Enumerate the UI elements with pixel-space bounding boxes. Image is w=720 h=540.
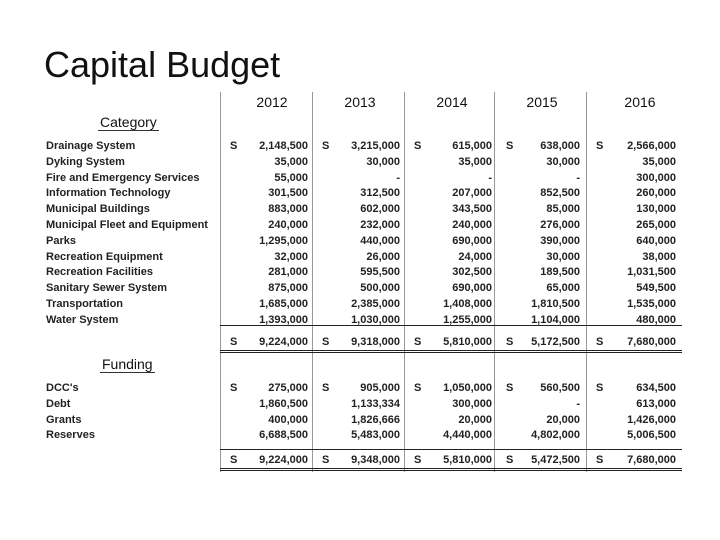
total-value: 9,224,000 <box>259 336 308 348</box>
slide-title: Capital Budget <box>44 44 281 85</box>
row-label: Grants <box>46 413 82 426</box>
table-row <box>40 265 680 280</box>
table-row <box>40 155 680 170</box>
value-cell: 852,500 <box>540 187 580 200</box>
capital-budget-table <box>40 92 680 472</box>
value-cell: 232,000 <box>360 219 400 231</box>
value-cell: 4,802,000 <box>531 429 580 442</box>
value-cell: 613,000 <box>636 397 676 410</box>
value-cell: 85,000 <box>546 203 580 216</box>
value-cell: - <box>576 171 580 184</box>
row-label: Fire and Emergency Services <box>46 171 200 184</box>
currency-symbol: S <box>322 336 330 348</box>
table-row <box>40 297 680 312</box>
row-label: Transportation <box>46 298 124 310</box>
value-cell: 4,440,000 <box>443 429 492 442</box>
currency-symbol: S <box>414 140 422 152</box>
total-rule <box>220 350 682 353</box>
year-header: 2012 <box>256 94 288 110</box>
total-value: 5,810,000 <box>443 336 492 348</box>
year-header: 2016 <box>624 94 656 110</box>
value-cell: 905,000 <box>360 382 400 394</box>
value-cell: 300,000 <box>636 171 676 184</box>
value-cell: 1,104,000 <box>531 313 580 326</box>
currency-symbol: S <box>322 454 330 466</box>
total-value: 7,680,000 <box>627 454 676 466</box>
value-cell: 615,000 <box>452 140 492 152</box>
value-cell: 276,000 <box>540 219 580 231</box>
year-header: 2014 <box>436 94 468 110</box>
value-cell: 30,000 <box>366 155 400 168</box>
value-cell: 690,000 <box>452 282 492 295</box>
value-cell: 1,685,000 <box>259 298 308 310</box>
value-cell: 595,500 <box>360 266 400 279</box>
table-row <box>40 186 680 201</box>
value-cell: 1,050,000 <box>443 382 492 394</box>
value-cell: 549,500 <box>636 282 676 295</box>
table-row <box>40 171 680 186</box>
currency-symbol: S <box>596 336 604 348</box>
currency-symbol: S <box>506 382 514 394</box>
year-header: 2015 <box>526 94 558 110</box>
currency-symbol: S <box>596 140 604 152</box>
currency-symbol: S <box>230 382 238 394</box>
value-cell: 24,000 <box>458 250 492 263</box>
value-cell: 638,000 <box>540 140 580 152</box>
total-value: 7,680,000 <box>627 336 676 348</box>
value-cell: 55,000 <box>274 171 308 184</box>
subtotal-rule <box>220 325 682 326</box>
currency-symbol: S <box>322 140 330 152</box>
total-value: 9,224,000 <box>259 454 308 466</box>
value-cell: 26,000 <box>366 250 400 263</box>
value-cell: 35,000 <box>274 155 308 168</box>
total-value: 5,172,500 <box>531 336 580 348</box>
value-cell: 640,000 <box>636 234 676 247</box>
value-cell: 1,826,666 <box>351 413 400 426</box>
value-cell: 5,006,500 <box>627 429 676 442</box>
value-cell: 480,000 <box>636 313 676 326</box>
value-cell: 602,000 <box>360 203 400 216</box>
value-cell: 20,000 <box>546 413 580 426</box>
table-row <box>40 428 680 443</box>
value-cell: 560,500 <box>540 382 580 394</box>
table-row <box>40 281 680 296</box>
value-cell: 1,408,000 <box>443 298 492 310</box>
table-row <box>40 381 680 396</box>
value-cell: 1,393,000 <box>259 313 308 326</box>
row-label: Water System <box>46 313 119 326</box>
value-cell: 2,148,500 <box>259 140 308 152</box>
row-label: DCC's <box>46 382 79 394</box>
value-cell: 343,500 <box>452 203 492 216</box>
total-value: 9,348,000 <box>351 454 400 466</box>
row-label: Information Technology <box>46 187 171 200</box>
value-cell: 301,500 <box>268 187 308 200</box>
table-row <box>40 250 680 265</box>
total-rule <box>220 468 682 471</box>
currency-symbol: S <box>230 454 238 466</box>
value-cell: 500,000 <box>360 282 400 295</box>
value-cell: 2,566,000 <box>627 140 676 152</box>
total-value: 5,472,500 <box>531 454 580 466</box>
value-cell: 35,000 <box>458 155 492 168</box>
value-cell: 281,000 <box>268 266 308 279</box>
value-cell: 300,000 <box>452 397 492 410</box>
subtotal-rule <box>220 449 682 450</box>
value-cell: 1,535,000 <box>627 298 676 310</box>
currency-symbol: S <box>414 336 422 348</box>
value-cell: 189,500 <box>540 266 580 279</box>
value-cell: - <box>576 397 580 410</box>
row-label: Municipal Buildings <box>46 203 150 216</box>
value-cell: 2,385,000 <box>351 298 400 310</box>
value-cell: 1,255,000 <box>443 313 492 326</box>
value-cell: 130,000 <box>636 203 676 216</box>
total-row <box>40 453 680 468</box>
currency-symbol: S <box>506 454 514 466</box>
value-cell: 1,810,500 <box>531 298 580 310</box>
row-label: Recreation Equipment <box>46 250 163 263</box>
value-cell: 6,688,500 <box>259 429 308 442</box>
value-cell: 390,000 <box>540 234 580 247</box>
value-cell: 5,483,000 <box>351 429 400 442</box>
value-cell: 65,000 <box>546 282 580 295</box>
value-cell: 32,000 <box>274 250 308 263</box>
currency-symbol: S <box>596 382 604 394</box>
value-cell: 1,860,500 <box>259 397 308 410</box>
value-cell: 690,000 <box>452 234 492 247</box>
currency-symbol: S <box>414 382 422 394</box>
currency-symbol: S <box>230 140 238 152</box>
currency-symbol: S <box>506 336 514 348</box>
value-cell: 240,000 <box>452 219 492 231</box>
value-cell: 875,000 <box>268 282 308 295</box>
value-cell: 265,000 <box>636 219 676 231</box>
value-cell: 1,030,000 <box>351 313 400 326</box>
table-row <box>40 202 680 217</box>
currency-symbol: S <box>230 336 238 348</box>
value-cell: 207,000 <box>452 187 492 200</box>
row-label: Debt <box>46 397 71 410</box>
value-cell: 275,000 <box>268 382 308 394</box>
table-row <box>40 139 680 154</box>
currency-symbol: S <box>596 454 604 466</box>
value-cell: 3,215,000 <box>351 140 400 152</box>
value-cell: 30,000 <box>546 155 580 168</box>
value-cell: 1,031,500 <box>627 266 676 279</box>
currency-symbol: S <box>506 140 514 152</box>
value-cell: 400,000 <box>268 413 308 426</box>
table-row <box>40 234 680 249</box>
row-label: Reserves <box>46 429 95 442</box>
row-label: Drainage System <box>46 140 136 152</box>
row-label: Municipal Fleet and Equipment <box>46 219 208 231</box>
value-cell: 634,500 <box>636 382 676 394</box>
row-label: Recreation Facilities <box>46 266 153 279</box>
value-cell: 35,000 <box>642 155 676 168</box>
table-row <box>40 397 680 412</box>
value-cell: 1,133,334 <box>351 397 400 410</box>
value-cell: 883,000 <box>268 203 308 216</box>
total-value: 5,810,000 <box>443 454 492 466</box>
value-cell: - <box>396 171 400 184</box>
category-heading: Category <box>100 114 157 130</box>
currency-symbol: S <box>322 382 330 394</box>
row-label: Sanitary Sewer System <box>46 282 168 295</box>
row-label: Dyking System <box>46 155 125 168</box>
value-cell: 302,500 <box>452 266 492 279</box>
value-cell: 1,295,000 <box>259 234 308 247</box>
row-label: Parks <box>46 234 76 247</box>
value-cell: 260,000 <box>636 187 676 200</box>
value-cell: 20,000 <box>458 413 492 426</box>
currency-symbol: S <box>414 454 422 466</box>
value-cell: 1,426,000 <box>627 413 676 426</box>
value-cell: 312,500 <box>360 187 400 200</box>
table-row <box>40 413 680 428</box>
value-cell: 30,000 <box>546 250 580 263</box>
value-cell: - <box>488 171 492 184</box>
value-cell: 38,000 <box>642 250 676 263</box>
funding-heading: Funding <box>102 356 153 372</box>
value-cell: 440,000 <box>360 234 400 247</box>
value-cell: 240,000 <box>268 219 308 231</box>
table-row <box>40 218 680 233</box>
total-value: 9,318,000 <box>351 336 400 348</box>
year-header: 2013 <box>344 94 376 110</box>
total-row <box>40 335 680 350</box>
